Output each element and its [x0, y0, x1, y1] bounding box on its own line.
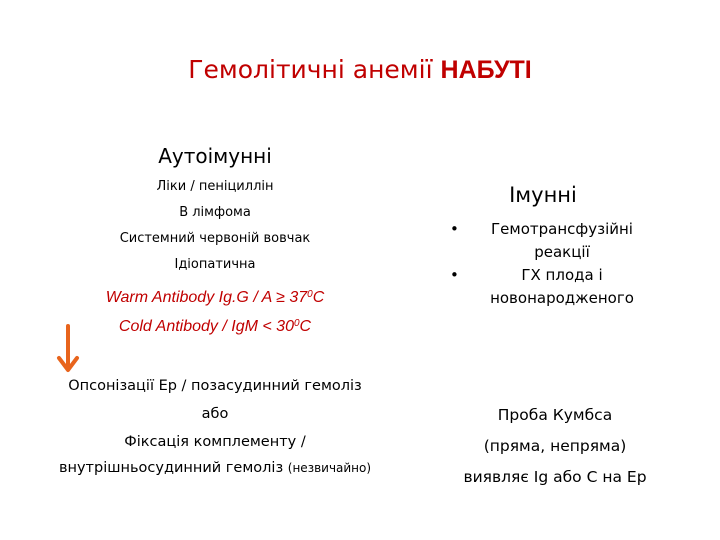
warm-unit: C — [312, 289, 325, 306]
cause-item: Системний червоній вовчак — [119, 231, 311, 246]
warm-degree: 0 — [307, 289, 313, 300]
cold-antibody-text: Cold Antibody / IgM < 30 — [118, 318, 294, 335]
coombs-line: виявляє Ig або С на Ер — [463, 468, 647, 486]
coombs-line: Проба Кумбса — [497, 406, 613, 424]
down-arrow-icon — [56, 324, 80, 374]
list-item — [448, 218, 648, 264]
mechanism-note: (незвичайно) — [287, 461, 372, 475]
coombs-line: (пряма, непряма) — [483, 437, 627, 455]
cold-degree: 0 — [293, 318, 300, 329]
cause-item: Ліки / пеніциллін — [156, 179, 274, 194]
title-bold: НАБУТІ — [440, 56, 532, 84]
cold-antibody — [60, 312, 370, 342]
coombs-test — [420, 400, 690, 493]
mechanism-text: внутрішньосудинний гемоліз — [58, 460, 288, 476]
page-title — [0, 54, 720, 86]
immune-heading: Імунні — [509, 183, 577, 207]
list-item-text: ГХ плода і новонародженого — [490, 266, 634, 307]
mechanism-line: Фіксація комплементу / — [124, 434, 306, 450]
list-item-text: Гемотрансфузійні реакції — [491, 220, 633, 261]
mechanism-line — [20, 454, 410, 482]
cold-unit: C — [299, 318, 312, 335]
mechanism-line: або — [201, 406, 229, 422]
cause-item: В лімфома — [179, 205, 251, 220]
warm-antibody-text: Warm Antibody Ig.G / A ≥ 37 — [105, 289, 308, 306]
title-normal: Гемолітичні анемії — [188, 55, 441, 84]
mechanism-line: Опсонізації Ер / позасудинний гемоліз — [68, 378, 362, 394]
warm-antibody — [60, 283, 370, 313]
immune-list — [448, 218, 648, 310]
list-item — [448, 264, 648, 310]
bullet-icon: • — [450, 266, 459, 284]
bullet-icon: • — [450, 220, 459, 238]
autoimmune-heading: Аутоімунні — [158, 144, 272, 168]
cause-item: Ідіопатична — [174, 257, 256, 272]
